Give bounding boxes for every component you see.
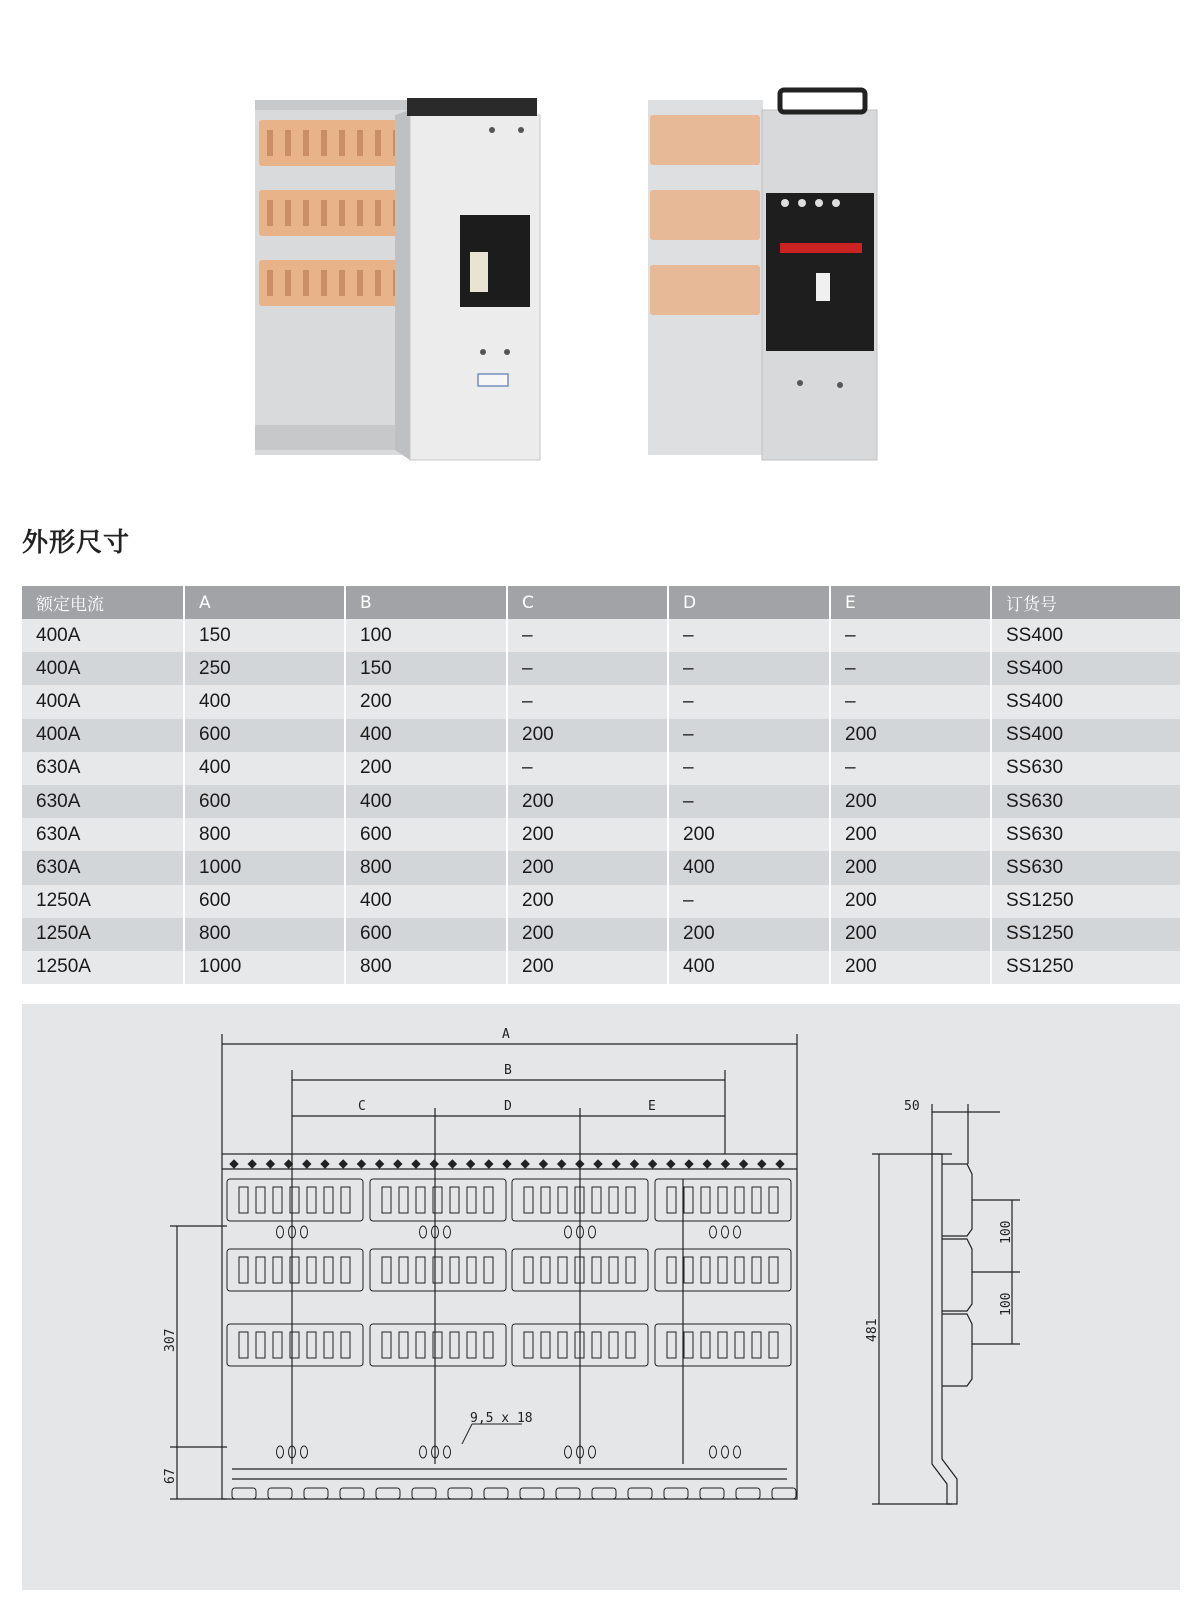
cell-rated-current: 400A — [22, 652, 184, 685]
cell-b: 600 — [345, 818, 507, 851]
dim-label-a: A — [502, 1027, 510, 1042]
dim-label-d: D — [504, 1099, 512, 1114]
cell-order-number: SS400 — [991, 619, 1180, 652]
cell-d: – — [668, 652, 830, 685]
cell-e: 200 — [830, 785, 991, 818]
cell-c: – — [507, 652, 668, 685]
table-row — [22, 918, 1180, 951]
cell-e: 200 — [830, 951, 991, 984]
dim-label-481: 481 — [865, 1318, 880, 1342]
product-photos — [0, 0, 1200, 500]
cell-a: 1000 — [184, 851, 345, 884]
cell-d: – — [668, 752, 830, 785]
cell-a: 600 — [184, 719, 345, 752]
cell-d: 400 — [668, 851, 830, 884]
cell-a: 250 — [184, 652, 345, 685]
cell-a: 800 — [184, 818, 345, 851]
cell-e: – — [830, 685, 991, 718]
table-row — [22, 685, 1180, 718]
cell-b: 400 — [345, 885, 507, 918]
cell-e: 200 — [830, 719, 991, 752]
cell-order-number: SS400 — [991, 685, 1180, 718]
cell-c: 200 — [507, 785, 668, 818]
dim-label-e: E — [648, 1099, 656, 1114]
cell-d: 200 — [668, 918, 830, 951]
header-order-number: 订货号 — [991, 586, 1180, 619]
cell-e: – — [830, 652, 991, 685]
header-c: C — [507, 586, 668, 619]
cell-c: – — [507, 685, 668, 718]
busbar-adapter-photo-left — [245, 90, 565, 470]
cell-rated-current: 400A — [22, 619, 184, 652]
cell-c: – — [507, 619, 668, 652]
cell-b: 400 — [345, 719, 507, 752]
cell-e: 200 — [830, 918, 991, 951]
cell-e: 200 — [830, 818, 991, 851]
cell-order-number: SS1250 — [991, 885, 1180, 918]
table-header-row — [22, 586, 1180, 619]
header-rated-current: 额定电流 — [22, 586, 184, 619]
cell-c: – — [507, 752, 668, 785]
cell-e: 200 — [830, 885, 991, 918]
cell-b: 800 — [345, 951, 507, 984]
cell-order-number: SS630 — [991, 752, 1180, 785]
cell-a: 150 — [184, 619, 345, 652]
cell-rated-current: 630A — [22, 752, 184, 785]
cell-rated-current: 1250A — [22, 918, 184, 951]
dim-label-100-bottom: 100 — [999, 1292, 1014, 1316]
cell-c: 200 — [507, 885, 668, 918]
cell-d: – — [668, 885, 830, 918]
dim-label-100-top: 100 — [999, 1220, 1014, 1244]
cell-order-number: SS630 — [991, 785, 1180, 818]
busbar-adapter-photo-right — [640, 85, 900, 465]
cell-b: 400 — [345, 785, 507, 818]
section-title-dimensions: 外形尺寸 — [22, 528, 131, 558]
cell-a: 400 — [184, 685, 345, 718]
cell-c: 200 — [507, 851, 668, 884]
cell-a: 400 — [184, 752, 345, 785]
cell-c: 200 — [507, 719, 668, 752]
table-row — [22, 818, 1180, 851]
cell-order-number: SS400 — [991, 719, 1180, 752]
cell-d: – — [668, 619, 830, 652]
table-row — [22, 652, 1180, 685]
cell-order-number: SS630 — [991, 818, 1180, 851]
cell-e: 200 — [830, 851, 991, 884]
cell-order-number: SS1250 — [991, 951, 1180, 984]
cell-b: 800 — [345, 851, 507, 884]
cell-e: – — [830, 752, 991, 785]
cell-rated-current: 630A — [22, 818, 184, 851]
table-row — [22, 951, 1180, 984]
cell-order-number: SS400 — [991, 652, 1180, 685]
dimension-drawing-panel — [22, 1004, 1180, 1590]
dimension-spec-table — [22, 586, 1180, 984]
dim-label-50: 50 — [904, 1099, 920, 1114]
header-a: A — [184, 586, 345, 619]
table-row — [22, 719, 1180, 752]
cell-a: 600 — [184, 885, 345, 918]
cell-c: 200 — [507, 918, 668, 951]
cell-rated-current: 1250A — [22, 951, 184, 984]
table-row — [22, 851, 1180, 884]
cell-rated-current: 400A — [22, 719, 184, 752]
header-e: E — [830, 586, 991, 619]
cell-b: 200 — [345, 752, 507, 785]
cell-a: 800 — [184, 918, 345, 951]
cell-d: – — [668, 719, 830, 752]
dim-label-307: 307 — [163, 1328, 178, 1352]
cell-b: 600 — [345, 918, 507, 951]
cell-b: 150 — [345, 652, 507, 685]
cell-order-number: SS630 — [991, 851, 1180, 884]
cell-b: 100 — [345, 619, 507, 652]
cell-b: 200 — [345, 685, 507, 718]
header-d: D — [668, 586, 830, 619]
dim-label-hole: 9,5 x 18 — [470, 1411, 533, 1426]
cell-d: – — [668, 685, 830, 718]
cell-d: 200 — [668, 818, 830, 851]
cell-rated-current: 630A — [22, 851, 184, 884]
technical-drawing — [22, 1004, 1180, 1590]
cell-rated-current: 630A — [22, 785, 184, 818]
table-row — [22, 885, 1180, 918]
cell-d: – — [668, 785, 830, 818]
header-b: B — [345, 586, 507, 619]
cell-c: 200 — [507, 951, 668, 984]
cell-a: 1000 — [184, 951, 345, 984]
cell-e: – — [830, 619, 991, 652]
cell-order-number: SS1250 — [991, 918, 1180, 951]
table-row — [22, 785, 1180, 818]
cell-a: 600 — [184, 785, 345, 818]
dim-label-b: B — [504, 1063, 512, 1078]
table-row — [22, 619, 1180, 652]
dim-label-67: 67 — [163, 1468, 178, 1484]
cell-rated-current: 400A — [22, 685, 184, 718]
table-row — [22, 752, 1180, 785]
cell-d: 400 — [668, 951, 830, 984]
dim-label-c: C — [358, 1099, 366, 1114]
cell-rated-current: 1250A — [22, 885, 184, 918]
cell-c: 200 — [507, 818, 668, 851]
